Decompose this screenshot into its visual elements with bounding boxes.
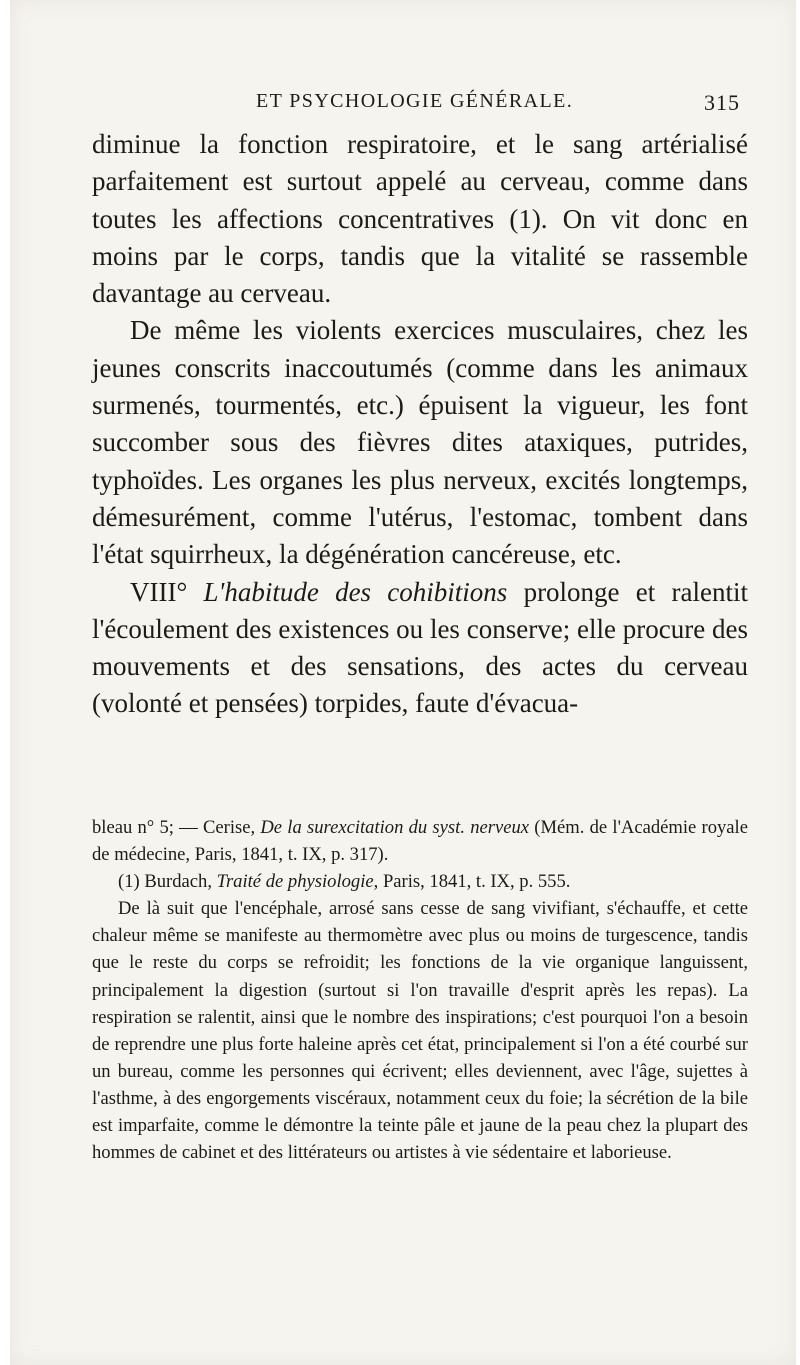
running-title: ET PSYCHOLOGIE GÉNÉRALE. [256,90,574,112]
footnote-continued-end: (Mém. de l'Académie royale de médecine, Paris, 1841, t. IX, p. 317). [92,817,748,866]
italic-article: L' [203,576,225,607]
footnote-1-end: , Paris, 1841, t. IX, p. 555. [373,871,571,893]
page-number: 315 [704,90,740,115]
footnote-1-title: Traité de physiologie [216,871,374,893]
paragraph-continued: diminue la fonction respiratoire, et le sang artérialisé parfaitement est surtout appelé au cerveau, comme dans toutes les affections concentratives (1). On vit donc en moins par le corps, tandis que la vitalité se rassemble davantage au cerveau. [92,129,748,309]
paragraph-exercises: De même les violents exercices musculaires, chez les jeunes conscrits inaccoutumés (comme dans les animaux surmenés, tourmentés, etc.) épuisent la vigueur, les font succomber sous des fièvres dites ataxiques, putrides, typhoïdes. Les organes les plus nerveux, excités longtemps, démesurément, comme l'utérus, l'estomac, tombent dans l'état squirrheux, la dégénération cancéreuse, etc. [92,315,748,570]
footnote-1-commentary: De là suit que l'encéphale, arrosé sans cesse de sang vivifiant, s'échauffe, et cette chaleur même se manifeste au thermomètre avec plus ou moins de turgescence, tandis que le reste du corps se refroidit; les fonctions de la vie organique languissent, principalement la digestion (surtout si l'on travaille d'esprit après les repas). La respiration se ralentit, ainsi que le nombre des inspirations; c'est pourquoi l'on a besoin de reprendre une plus forte haleine après cet état, principalement si l'on a été courbé sur un bureau, comme les personnes qui écrivent; elles deviennent, avec l'âge, sujettes à l'asthme, à des engorgements viscéraux, notamment ceux du foie; la sécrétion de la bile est imparfaite, comme le démontre la teinte pâle et jaune de la peau chez la plupart des hommes de cabinet et des littérateurs ou artistes à vie sédentaire et laborieuse. [92,898,748,1164]
footnotes [92,814,748,1166]
footnote-1 [92,868,748,895]
paragraph-habitude-text: prolonge et ralentit l'écoulement des existences ou les conserve; elle procure des mouvements et des sensations, des actes du cerveau (volonté et pensées) torpides, faute d'évacua- [92,576,748,719]
footnote-continued-title: De la surexcitation du syst. nerveux [260,817,530,838]
section-number: VIII° [130,576,188,607]
footnote-1-start: (1) Burdach, [118,871,212,893]
footnote-continued [92,814,748,868]
footnote-continued-start: bleau n° 5; — Cerise, [92,817,256,838]
main-text [92,126,748,723]
book-page [10,0,796,1365]
paragraph-habitude [92,574,748,723]
italic-phrase: habitude des cohibitions [224,576,508,607]
running-header [92,90,740,116]
